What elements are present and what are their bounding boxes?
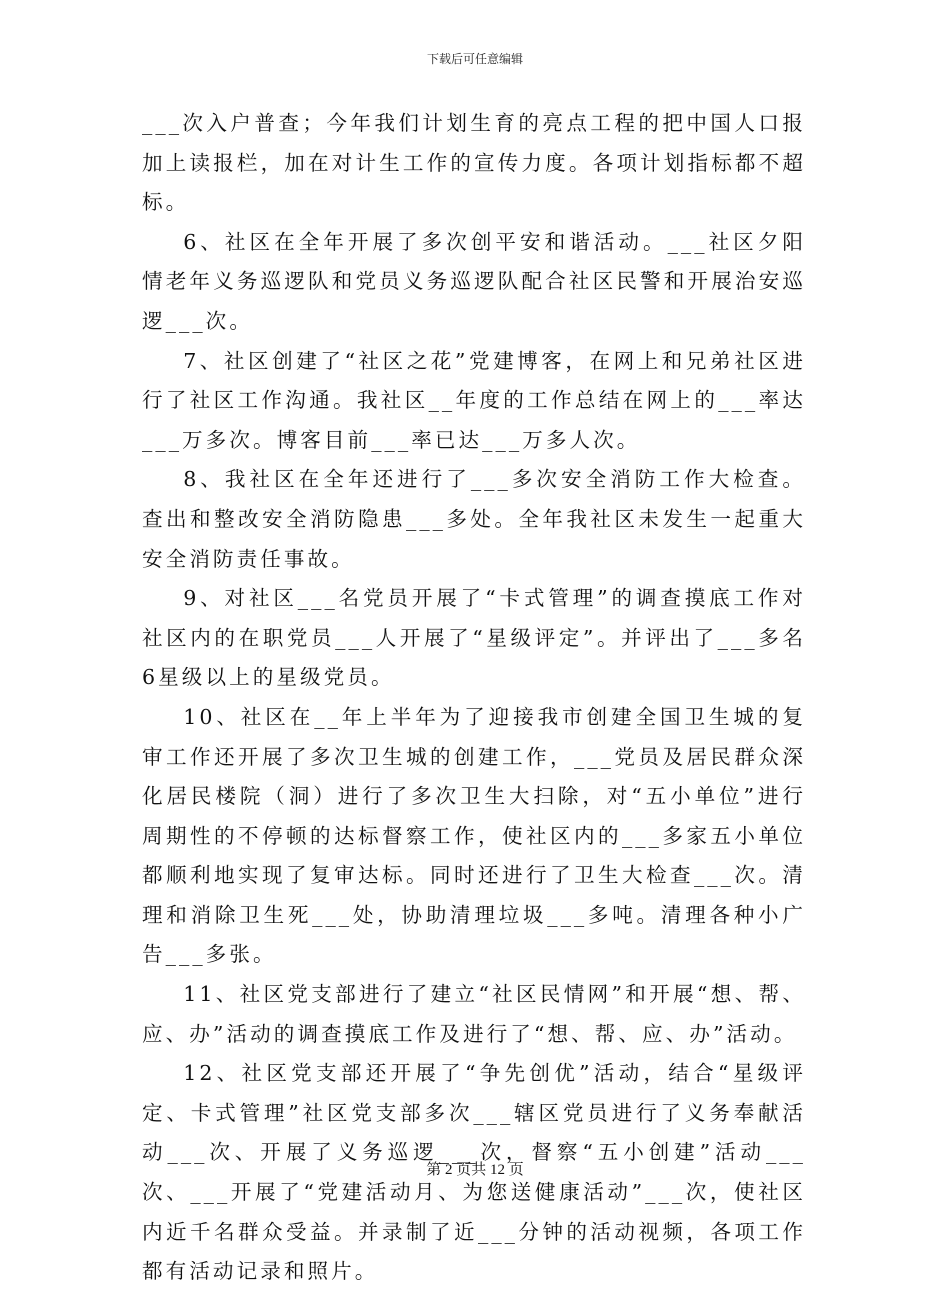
page-number: 第 2 页共 12 页	[426, 1162, 524, 1178]
paragraph-item-6: 6、社区在全年开展了多次创平安和谐活动。___社区夕阳情老年义务巡逻队和党员义务巡逻队配合社区民警和开展治安巡逻___次。	[142, 229, 806, 333]
paragraph-continuation: ___次入户普查；今年我们计划生育的亮点工程的把中国人口报加上读报栏，加在对计生工作的宣传力度。各项计划指标都不超标。	[142, 111, 806, 215]
paragraph-item-10: 10、社区在__年上半年为了迎接我市创建全国卫生城的复审工作还开展了多次卫生城的创建工作，___党员及居民群众深化居民楼院（洞）进行了多次卫生大扫除，对“五小单位”进行周期性的不停顿的达标督察工作，使社区内的___多家五小单位都顺利地实现了复审达标。同时还进行了卫生大检查___次。清理和消除卫生死___处，协助清理垃圾___多吨。清理各种小广告___多张。	[142, 704, 806, 967]
paragraph-item-8: 8、我社区在全年还进行了___多次安全消防工作大检查。查出和整改安全消防隐患___多处。全年我社区未发生一起重大安全消防责任事故。	[142, 467, 806, 571]
paragraph-item-9: 9、对社区___名党员开展了“卡式管理”的调查摸底工作对社区内的在职党员___人开展了“星级评定”。并评出了___多名6星级以上的星级党员。	[142, 586, 806, 690]
page-header: 下载后可任意编辑	[426, 52, 523, 66]
paragraph-item-12: 12、社区党支部还开展了“争先创优”活动，结合“星级评定、卡式管理”社区党支部多次___辖区党员进行了义务奉献活动___次、开展了义务巡逻___次，督察“五小创建”活动___次、___开展了“党建活动月、为您送健康活动”___次，使社区内近千名群众受益。并录制了近___分钟的活动视频，各项工作都有活动记录和照片。	[142, 1061, 806, 1284]
paragraph-item-7: 7、社区创建了“社区之花”党建博客，在网上和兄弟社区进行了社区工作沟通。我社区__年度的工作总结在网上的___率达___万多次。博客目前___率已达___万多人次。	[142, 348, 806, 452]
paragraph-item-11: 11、社区党支部进行了建立“社区民情网”和开展“想、帮、应、办”活动的调查摸底工作及进行了“想、帮、应、办”活动。	[142, 982, 806, 1046]
document-body	[142, 104, 806, 1292]
